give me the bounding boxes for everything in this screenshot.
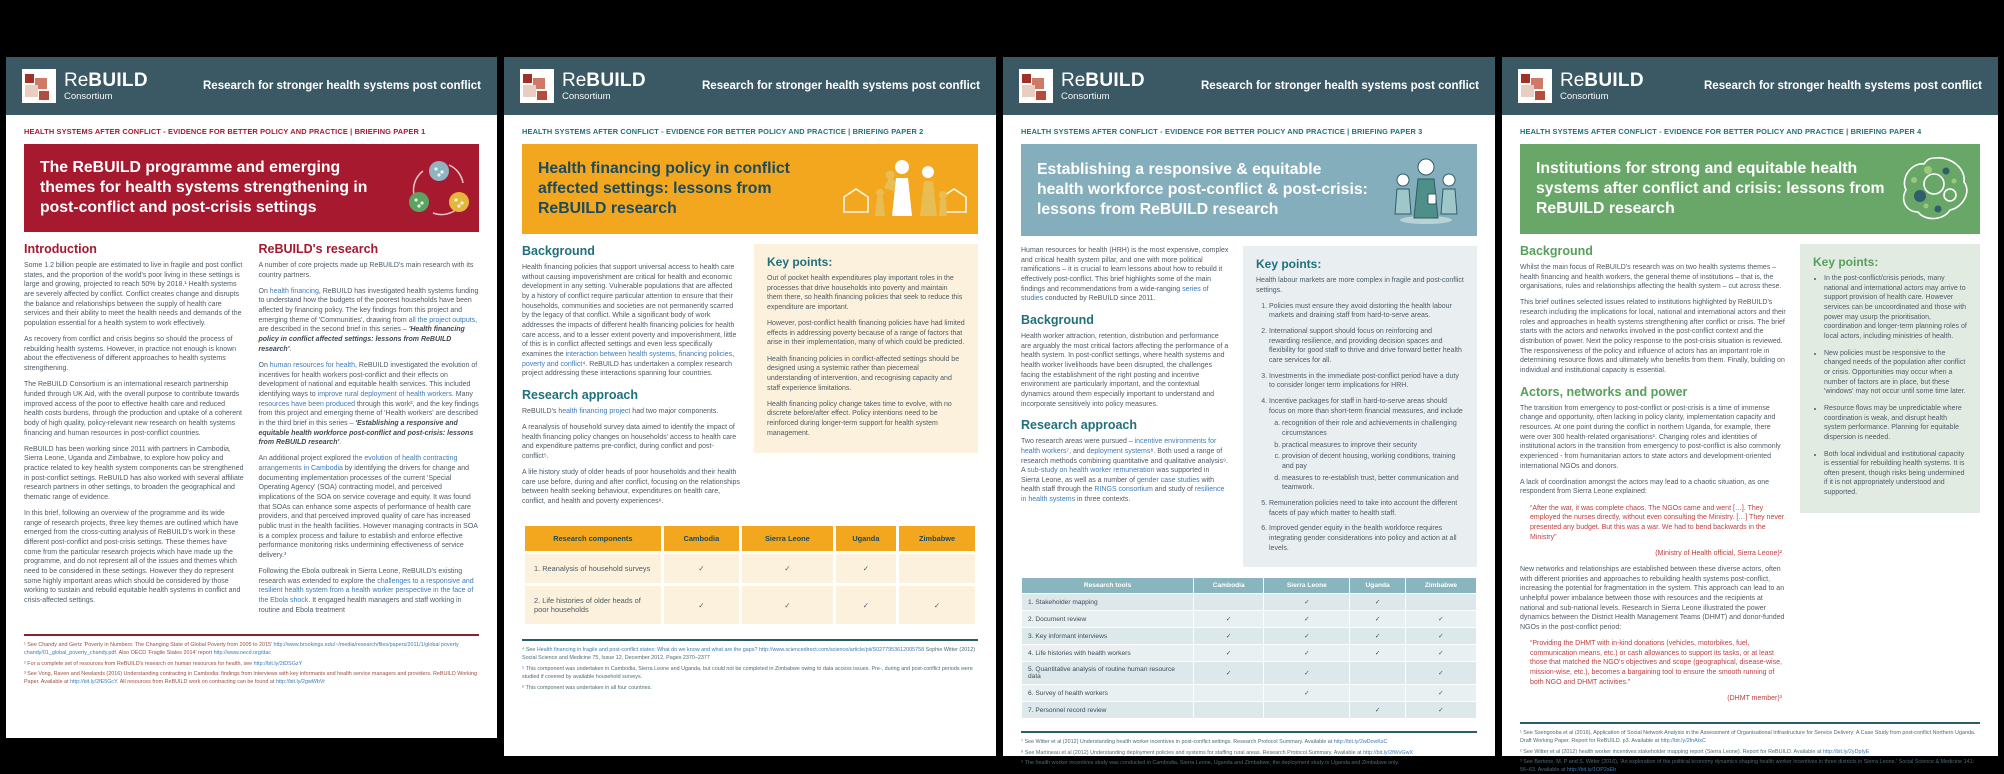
paragraph: ⁸ See Martineau et al (2012) Understanding deployment policies and systems for staffing rural areas. Research Protocol Summary. Available at http://bit.ly/2fWvGwX <box>1021 749 1414 756</box>
tagline: Research for stronger health systems post conflict <box>1704 80 1982 92</box>
table-header-cell: Cambodia <box>1194 578 1263 593</box>
row-label-cell: 2. Life histories of older heads of poor households <box>525 586 661 624</box>
text-link[interactable]: http://www.brookings.edu/~/media/research/files/papers/2011/1/global poverty chandy/01_global_poverty_chandy.pdf <box>24 641 459 656</box>
text-link[interactable]: the evolution of health contracting arrangements in Cambodia <box>258 455 458 472</box>
text-link[interactable]: health financing <box>269 287 319 295</box>
paragraph: In this brief, following an overview of the programme and its wide range of research projects, three key themes are outlined which have emerged from the cross-cutting analysis of ReBUILD's work in these different post-conflict and post-crisis settings. These themes have come from the particular research projects which have made up the programme, and do not represent all of the issues and themes which need to be considered in these settings. However they do represent some highly important areas which should be considered by those working to sustain and rebuild equitable health systems in conflict and crisis-affected settings. <box>24 510 241 604</box>
key-points-heading: Key points: <box>1813 255 1879 269</box>
check-cell: ✓ <box>1406 645 1476 661</box>
table-row <box>1022 594 1476 610</box>
paragraph: Two research areas were pursued – incentive environments for health workers⁷, and deployment systems⁸. Both used a range of research methods combining quantitative and qualitative analysis⁹. A sub-study on health worker remuneration was supported in Sierra Leone, as well as a number of gender case studies with health staff through the RINGS consortium and study of resilience in health systems in three contexts. <box>1021 438 1228 504</box>
footnote-divider <box>1021 731 1477 733</box>
key-point-subitem: a. recognition of their role and achievements in challenging circumstances <box>1282 419 1464 438</box>
paragraph: ² For a complete set of resources from ReBUILD's research on human resources for health, see http://bit.ly/2tDSGzY <box>24 660 303 667</box>
text-link[interactable]: health financing project <box>558 407 631 415</box>
paragraph: Health worker attraction, retention, distribution and performance are arguably the most critical factors affecting the performance of a health system. In post-conflict settings, where health systems and health worker livelihoods have been disrupted, the challenges facing the establishment of the right posting and incentive environment are particularly important, and the contextual dynamics around them especially important to understand and incorporate sensitively into policy measures. <box>1021 332 1229 408</box>
header-band <box>6 57 497 115</box>
footnote-divider <box>1520 722 1980 724</box>
rebuild-logo-icon <box>520 69 554 103</box>
section-heading-rebuilds-research: ReBUILD's research <box>258 242 379 256</box>
check-cell: ✓ <box>1406 628 1476 644</box>
paragraph: This brief outlines selected issues related to institutions highlighted by ReBUILD's research including the implications for local, national and international actors and their roles and approaches in health systems strengthening after conflict or crisis. The brief starts with the actors and networks involved in the post-conflict context and the distribution of power. Next the policy response to the post-crisis situation is reviewed. The responsiveness of the policy and influence of actors has an important role in determining resource flows and ultimately who benefits from them. Finally, building on individual and institutional capacity is essential. <box>1520 299 1786 375</box>
key-point-subitem: c. provision of decent housing, working conditions, training and pay <box>1282 452 1464 471</box>
title-box <box>522 144 978 234</box>
paragraph: The transition from emergency to post-conflict or post-crisis is a time of immense change and opportunity, often lacking in policy clarity, implementation capacity and resources. At one point during the conflict in northern Uganda, for example, there were over 300 health-related organisations¹. Changing roles and identities of institutional actors in the transition from emergency to post-conflict is also commonly experienced - from humanitarian actors to state actors and development-oriented international NGOs and donors. <box>1520 404 1781 470</box>
text-link[interactable]: http://bit.ly/1OP2sEb <box>1566 767 1617 774</box>
text-link[interactable]: http://bit.ly/2fE5GcY <box>70 679 118 686</box>
text-link[interactable]: http://bit.ly/2wDcwKsC <box>1333 739 1388 746</box>
series-eyebrow: HEALTH SYSTEMS AFTER CONFLICT - EVIDENCE FOR BETTER POLICY AND PRACTICE | BRIEFING PAPER 3 <box>1021 127 1423 136</box>
check-cell: ✓ <box>836 586 896 624</box>
row-label-cell: 4. Life histories with health workers <box>1022 645 1193 661</box>
background-body <box>1520 263 1786 376</box>
key-point-item: 5. Remuneration policies need to take into account the different facets of pay which matter to health staff. <box>1269 499 1464 518</box>
paragraph: Health financing policy change takes time to evolve, with no discrete before/after effect. Policy intentions need to be reinforced during longer-term support for health system management. <box>767 400 952 437</box>
check-cell: ✓ <box>1264 645 1349 661</box>
actors-body <box>1520 404 1786 704</box>
main-column <box>522 244 740 513</box>
briefing-paper-4 <box>1502 57 1998 774</box>
footnotes <box>1520 729 1980 774</box>
table-header-cell: Research components <box>525 526 661 551</box>
check-cell: ✓ <box>1350 628 1405 644</box>
paragraph: ⁴ See Health financing in fragile and post-conflict states: What do we know and what are the gaps? http://www.sciencedirect.com/science/article/pii/S0277953612005758 Sophie Witter (2012) Social Science and Medicine 75, Issue 12, December 2012, Pages 2370–2377 <box>522 647 975 662</box>
table-row <box>1022 645 1476 661</box>
title-box <box>1021 144 1477 236</box>
research-column <box>259 242 480 622</box>
check-cell <box>1350 662 1405 684</box>
table-header-cell: Research tools <box>1022 578 1193 593</box>
rebuild-logo <box>22 69 148 103</box>
paragraph: ReBUILD's health financing project had two major components. <box>522 407 719 415</box>
table-row <box>1022 685 1476 701</box>
paragraph: ³ See Bertone, M. P and S. Witter (2016), 'An exploration of the political economy dynamics shaping health worker incentives in three districts in Sierra Leone.' Social Science & Medicine 141: 56–63. Available at http://bit.ly/1OP2sEb <box>1520 759 1975 774</box>
tagline: Research for stronger health systems post conflict <box>702 80 980 92</box>
paragraph: Health financing policies that support universal access to health care without causing impoverishment are critical for health and economic development in any setting. Vulnerable populations that are affected by a history of conflict require particular attention to ensure that their households, communities and societies are not permanently scarred by the legacy of that conflict. While a significant body of work addresses the impacts of different health financing policies for health care access, and to a lesser extent poverty and impoverishment, little of this is in conflict affected settings and even less specifically examines the interaction between health systems, financing policies, poverty and conflict⁴. ReBUILD has undertaken a complex research project addressing these interactions spanning four countries. <box>522 264 737 378</box>
key-points-heading: Key points: <box>1256 257 1322 271</box>
header-band <box>1003 57 1495 115</box>
text-link[interactable]: http://bit.ly/2tDSGzY <box>253 660 303 667</box>
section-heading-background: Background <box>1021 312 1094 327</box>
check-cell: ✓ <box>1350 702 1405 718</box>
text-link[interactable]: http://bit.ly/2yDpIyE <box>1822 748 1870 755</box>
research-tools-table <box>1021 577 1477 719</box>
check-cell <box>899 554 975 583</box>
rebuild-logo-icon <box>1019 69 1053 103</box>
rebuild-logo-text: ReBUILD Consortium <box>1560 69 1644 102</box>
paragraph: A number of core projects made up ReBUILD's main research with its country partners. <box>258 262 474 279</box>
quote-text: “Providing the DHMT with in-kind donations (vehicles, motorbikes, fuel, communication means, etc.) or cash allowances to support its tasks, or at least those that matched the NGO's objectives and scope (geographical, disease-wise, mission-wise, etc.), becomes a bargaining tool to ensure the smooth running of both NGO and DHMT activities.” <box>1530 640 1782 686</box>
paper-title: Health financing policy in conflict affected settings: lessons from ReBUILD research <box>538 160 790 217</box>
text-link[interactable]: human resources for health <box>269 361 356 369</box>
table-row <box>1022 628 1476 644</box>
background-body <box>522 263 740 379</box>
health-workers-illustration-icon <box>1383 154 1469 226</box>
paper-title: Institutions for strong and equitable health systems after conflict and crisis: lessons from ReBUILD research <box>1536 160 1885 217</box>
text-link[interactable]: sub-study on health worker remuneration <box>1027 467 1155 475</box>
table-row <box>1022 611 1476 627</box>
table-header-cell: Uganda <box>836 526 896 551</box>
paragraph: ⁵ This component was undertaken in Cambodia, Sierra Leone and Uganda, but could not be completed in Zimbabwe owing to data access issues. Pre-, during and post-conflict periods were studied if covered by available household surveys. <box>522 666 973 681</box>
check-cell: ✓ <box>664 554 739 583</box>
paragraph: On health financing, ReBUILD has investigated health systems funding to understand how the budgets of the poorest households have been affected by financing policy. The key findings from this project and emerging theme of 'Communities', drawing from all the project outputs, are described in the second brief in this series – 'Health financing policy in conflict affected settings: lessons from ReBUILD research'. <box>258 287 479 353</box>
table-header-cell: Zimbabwe <box>1406 578 1476 593</box>
paragraph: A life history study of older heads of poor households and their health care use before, during and after conflict, focusing on the relationships between health seeking behaviour, expenditures on health care, conflict, and health and poverty experiences⁶. <box>522 469 740 506</box>
check-cell: ✓ <box>1264 628 1349 644</box>
introduction-column <box>24 242 245 612</box>
check-cell: ✓ <box>742 586 833 624</box>
paragraph: ReBUILD has been working since 2011 with partners in Cambodia, Sierra Leone, Uganda and Zimbabwe, to explore how policy and practice related to key health system components can be strengthened in post-conflict settings. ReBUILD has also worked with several affiliate research partners in other settings, to broaden the geographical and thematic range of evidence. <box>24 445 244 501</box>
key-point-item: • In the post-conflict/crisis periods, many national and international actors may arrive to support provision of health care. However services can be uncoordinated and those with power may usurp the prioritisation, coordination and longer-term planning roles of local actors, including ministries of health. <box>1824 274 1967 342</box>
footnote-divider <box>522 639 978 641</box>
key-point-item: 3. Investments in the immediate post-conflict period have a duty to consider longer term implications for HRH. <box>1269 372 1464 391</box>
rebuild-logo-icon <box>1518 69 1552 103</box>
paragraph: Some 1.2 billion people are estimated to live in fragile and post conflict states, and the proportion of the world's poor living in these settings is large and growing, projected to reach 50% by 2018.¹ Health systems are severely affected by conflict. Conflict creates change and disrupts the balance and relationships between the supply of health care services and their ability to meet the health needs and demands of the population essential for a health system to work effectively. <box>24 262 243 327</box>
paragraph: ⁷ See Witter et al (2012) Understanding health worker incentives in post-conflict settings. Research Protocol Summary. Available at http://bit.ly/2wDcwKsC <box>1021 739 1388 746</box>
text-link[interactable]: http://www.oecd.org/dac <box>213 649 272 656</box>
check-cell: ✓ <box>836 554 896 583</box>
section-heading-background: Background <box>1520 244 1593 258</box>
key-point-item: 6. Improved gender equity in the health workforce requires integrating gender considerations into policy and action at all levels. <box>1269 524 1464 553</box>
introduction-body <box>24 261 245 606</box>
check-cell: ✓ <box>742 554 833 583</box>
paragraph: As recovery from conflict and crisis begins so should the process of rebuilding health systems. However, in practice not enough is known about the effectiveness of different approaches to health systems strengthening. <box>24 336 237 373</box>
check-cell <box>1406 594 1476 610</box>
briefing-paper-3 <box>1003 57 1495 767</box>
text-link[interactable]: gender case studies <box>1136 476 1200 484</box>
check-cell: ✓ <box>899 586 975 624</box>
table-header-cell: Sierra Leone <box>1264 578 1349 593</box>
footnotes <box>1021 738 1477 767</box>
paragraph: Human resources for health (HRH) is the most expensive, complex and critical health system pillar, and one with more political ramifications – it is crucial to learn lessons about how to rebuild it effectively post-conflict. This brief highlights some of the main findings and recommendations from a wide-ranging series of studies conducted by ReBUILD since 2011. <box>1021 247 1229 303</box>
series-eyebrow: HEALTH SYSTEMS AFTER CONFLICT - EVIDENCE FOR BETTER POLICY AND PRACTICE | BRIEFING PAPER 2 <box>522 127 924 136</box>
check-cell: ✓ <box>1264 685 1349 701</box>
key-points-body <box>767 274 965 438</box>
paragraph: New networks and relationships are established between these diverse actors, often with different priorities and approaches to rebuilding health systems post-conflict, increasing the potential for fragmentation in the system. This approach can lead to an unhelpful power imbalance between those with resources and the recipients at national and sub-national levels. Research in Sierra Leone illustrated the power dynamics between the District Health Management Teams (DHMT) and donor-funded NGOs in the post-conflict period: <box>1520 565 1785 631</box>
key-point-item: 2. International support should focus on reinforcing and rewarding resilience, and providing decision spaces and flexibility for good staff to thrive and drive forward better health care services for all. <box>1269 327 1464 366</box>
section-heading-research-approach: Research approach <box>1021 418 1138 433</box>
cycle-diagram-icon <box>407 159 471 217</box>
text-link[interactable]: RINGS consortium <box>1094 486 1153 494</box>
rebuild-logo <box>520 69 646 103</box>
check-cell: ✓ <box>1406 611 1476 627</box>
check-cell: ✓ <box>1406 702 1476 718</box>
paragraph: An additional project explored the evolution of health contracting arrangements in Cambodia by identifying the drivers for change and documenting implementation processes of the current 'Special Operating Agency' (SOA) contracting model, and perceived implications of the SOA on service coverage and equity. It was found that SOAs can enhance some aspects of performance of health care providers, and that perceived improved quality of care has increased public trust in the health facilities. However managing contracts in SOA is a complex process and failure to establish and enforce effective performance monitoring risks undermining effectiveness of service delivery.³ <box>258 455 478 559</box>
key-points-box <box>1243 246 1477 567</box>
main-column <box>1021 246 1229 511</box>
rebuild-logo-icon <box>22 69 56 103</box>
check-cell <box>1194 594 1263 610</box>
title-box <box>1520 144 1980 234</box>
quote-attribution: (DHMT member)³ <box>1727 694 1782 702</box>
paper-title: Establishing a responsive & equitable health workforce post-conflict & post-crisis: lessons from ReBUILD research <box>1037 161 1368 218</box>
tagline: Research for stronger health systems post conflict <box>203 80 481 92</box>
row-label-cell: 5. Quantitative analysis of routine human resource data <box>1022 662 1193 684</box>
briefing-paper-1 <box>6 57 497 738</box>
check-cell <box>1194 702 1263 718</box>
text-link[interactable]: improve rural deployment of health workers <box>317 390 452 398</box>
footnotes <box>522 646 978 692</box>
paragraph: Whilst the main focus of ReBUILD's research was on two health systems themes – health financing and health workers, the general theme of institutions – that is, the organisations, rules and relationships affecting the health system – cut across these. <box>1520 264 1782 291</box>
key-point-item: 1. Policies must ensure they avoid distorting the health labour markets and draining staff from hard-to-serve areas. <box>1269 302 1464 321</box>
check-cell: ✓ <box>1350 611 1405 627</box>
text-link[interactable]: deployment systems <box>1086 447 1151 455</box>
paragraph: Out of pocket health expenditures play important roles in the processes that drive households into poverty and maintain them there, so health financing policies that seek to reduce this expenditure are important. <box>767 275 963 311</box>
key-points-box <box>754 244 978 453</box>
main-column <box>1520 244 1786 710</box>
series-eyebrow: HEALTH SYSTEMS AFTER CONFLICT - EVIDENCE FOR BETTER POLICY AND PRACTICE | BRIEFING PAPER 4 <box>1520 127 1922 136</box>
check-cell: ✓ <box>1264 594 1349 610</box>
table-header-cell: Uganda <box>1350 578 1405 593</box>
table-row <box>1022 662 1476 684</box>
paragraph: ⁶ This component was undertaken in all four countries. <box>522 684 652 691</box>
text-link[interactable]: http://bit.ly/2gwWbVr <box>275 679 326 686</box>
check-cell <box>1350 685 1405 701</box>
rebuild-logo-text: ReBUILD Consortium <box>64 69 148 102</box>
research-approach-body <box>1021 437 1229 505</box>
paragraph: A reanalysis of household survey data aimed to identify the impact of health financing policy changes on households' access to health care and expenditure patterns pre-conflict, during conflict and post-conflict⁵. <box>522 424 737 460</box>
key-points-intro: Health labour markets are more complex in fragile and post-conflict settings. <box>1256 277 1464 294</box>
check-cell: ✓ <box>1406 685 1476 701</box>
check-cell <box>1264 702 1349 718</box>
key-point-item: 4. Incentive packages for staff in hard-to-serve areas should focus on more than short-term financial measures, and include a. recognition of their role and achievements in challenging circumstances b. practical measures to improve their security c. provision of decent housing, working conditions, training and pay d. measures to re-establish trust, better communication and teamwork. <box>1269 397 1464 493</box>
footnote-divider <box>24 634 479 636</box>
rebuild-logo <box>1518 69 1644 103</box>
paragraph: ² See Witter et al (2012) health worker incentives stakeholder mapping report (Sierra Leone). Report for ReBUILD. Available at http://bit.ly/2yDpIyE <box>1520 748 1870 755</box>
text-link[interactable]: challenges to a responsive and resilient health system from a health worker perspective in the face of the Ebola shock <box>258 577 474 604</box>
row-label-cell: 6. Survey of health workers <box>1022 685 1193 701</box>
check-cell: ✓ <box>1194 662 1263 684</box>
table-row <box>1022 702 1476 718</box>
rebuild-logo <box>1019 69 1145 103</box>
table-header-cell: Cambodia <box>664 526 739 551</box>
key-point-subitem: b. practical measures to improve their security <box>1282 441 1464 451</box>
row-label-cell: 1. Reanalysis of household surveys <box>525 554 661 583</box>
network-illustration-icon <box>1898 154 1972 224</box>
check-cell: ✓ <box>1350 645 1405 661</box>
check-cell: ✓ <box>664 586 739 624</box>
research-body <box>259 261 480 615</box>
text-link[interactable]: series of studies <box>1021 285 1209 303</box>
check-cell: ✓ <box>1350 594 1405 610</box>
footnotes <box>24 641 479 687</box>
paper-title: The ReBUILD programme and emerging themes for health systems strengthening in post-conflict and post-crisis settings <box>40 159 368 216</box>
key-point-item: • New policies must be responsive to the changed needs of the population after conflict or crisis. Opportunities may occur when a number of factors are in place, but these 'windows' may not occur until some time later. <box>1824 349 1967 397</box>
section-heading-research-approach: Research approach <box>522 387 639 402</box>
research-components-table <box>522 523 978 627</box>
table-header-cell: Sierra Leone <box>742 526 833 551</box>
table-header-cell: Zimbabwe <box>899 526 975 551</box>
row-label-cell: 3. Key informant interviews <box>1022 628 1193 644</box>
key-point-item: • Resource flows may be unpredictable where coordination is weak, and disrupt health system performance. Planning for equitable dispersion is needed. <box>1824 404 1967 443</box>
paragraph: ¹ See Ssengooba et al (2016), Application of Social Network Analysis in the Assessment of Organisational Infrastructure for Service Delivery: A Case Study from post-conflict Northern Uganda. Draft Working Paper. Report for ReBUILD. p3. Available at http://bit.ly/2fnAtxC <box>1520 729 1976 745</box>
header-band <box>504 57 996 115</box>
rebuild-logo-text: ReBUILD Consortium <box>1061 69 1145 102</box>
research-approach-body <box>522 407 740 507</box>
text-link[interactable]: incentive environments for health workers <box>1021 438 1217 455</box>
table-row <box>525 586 975 624</box>
text-link[interactable]: interaction between health systems, financing policies, poverty and conflict <box>522 350 735 368</box>
check-cell <box>1194 685 1263 701</box>
key-point-subitem: d. measures to re-establish trust, better communication and teamwork. <box>1282 474 1464 493</box>
family-illustration-icon <box>840 154 970 224</box>
paragraph: ⁹ The health worker incentives study was conducted in Cambodia, Sierra Leone, Uganda and Zimbabwe; the deployment study in Uganda and Zimbabwe only. <box>1021 760 1400 767</box>
paragraph: On human resources for health, ReBUILD investigated the evolution of incentives for health workers post-conflict and their effects on development of national and equitable health services. This included identifying ways to improve rural deployment of health workers. Many resources have been produced through this work², and the key findings from this project and emerging theme of 'Health workers' are described in the third brief in this series – 'Establishing a responsive and equitable health workforce post-conflict and post-crisis: lessons from ReBUILD research'. <box>258 361 479 447</box>
key-point-item: • Both local individual and institutional capacity is essential for rebuilding health systems. It is often present, though risks being undermined if it is not appropriately understood and supported. <box>1824 450 1967 498</box>
header-band <box>1502 57 1998 115</box>
section-heading-background: Background <box>522 244 595 258</box>
key-points-heading: Key points: <box>767 255 833 269</box>
paragraph: A lack of coordination amongst the actors may lead to a chaotic situation, as one respondent from Sierra Leone explained: <box>1520 478 1770 496</box>
title-box <box>24 144 479 232</box>
text-link[interactable]: http://bit.ly/2fWvGwX <box>1363 749 1414 756</box>
row-label-cell: 2. Document review <box>1022 611 1193 627</box>
key-points-list <box>1256 302 1464 553</box>
paragraph: ³ See Vong, Raven and Newlands (2016) Understanding contracting in Cambodia: findings from interviews with key informants and health service managers and providers. ReBUILD Working Paper. Available at http://bit.ly/2fE5GcY. All resources from ReBUILD work on contracting can be found at http://bit.ly/2gwWbVr <box>24 671 477 686</box>
row-label-cell: 1. Stakeholder mapping <box>1022 594 1193 610</box>
text-link[interactable]: resources have been produced <box>258 400 356 408</box>
paragraph: The ReBUILD Consortium is an international research partnership funded through UK Aid, with the overall purpose to contribute towards improved access of the poor to effective health care and reduced health costs burdens, through the production and uptake of a coherent body of high quality, policy-relevant new research on health systems financing and human resources in post-conflict countries. <box>24 381 242 437</box>
section-heading-introduction: Introduction <box>24 242 97 256</box>
paragraph: However, post-conflict health financing policies have had limited effects in addressing poverty because of a range of factors that arise in their implementation, many of which could be predicted. <box>767 320 965 347</box>
paragraph: Health financing policies in conflict-affected settings should be designed using a systemic rather than piecemeal understanding of intervention, and recognising capacity and staff experience limitations. <box>767 355 960 392</box>
key-points-list <box>1813 274 1967 498</box>
tagline: Research for stronger health systems post conflict <box>1201 80 1479 92</box>
table-row <box>525 554 975 583</box>
check-cell: ✓ <box>1194 611 1263 627</box>
check-cell: ✓ <box>1194 645 1263 661</box>
paragraph: Following the Ebola outbreak in Sierra Leone, ReBUILD's existing research was extended to explore the challenges to a responsive and resilient health system from a health worker perspective in the face of the Ebola shock. It engaged health managers and staff working in routine and Ebola treatment <box>258 568 474 614</box>
series-eyebrow: HEALTH SYSTEMS AFTER CONFLICT - EVIDENCE FOR BETTER POLICY AND PRACTICE | BRIEFING PAPER 1 <box>24 127 426 136</box>
check-cell: ✓ <box>1264 662 1349 684</box>
intro-body <box>1021 246 1229 304</box>
text-link[interactable]: http://www.sciencedirect.com/science/article/pii/S0277953612005758 <box>758 647 925 654</box>
row-label-cell: 7. Personnel record review <box>1022 702 1193 718</box>
text-link[interactable]: all the project outputs <box>408 316 476 324</box>
text-link[interactable]: resilience in health systems <box>1021 486 1225 504</box>
background-body <box>1021 332 1229 409</box>
quote-attribution: (Ministry of Health official, Sierra Leone)² <box>1655 549 1782 557</box>
rebuild-logo-text: ReBUILD Consortium <box>562 69 646 102</box>
paragraph: ¹ See Chandy and Gertz 'Poverty in Numbers: The Changing State of Global Poverty from 2005 to 2015' http://www.brookings.edu/~/media/research/files/papers/2011/1/global poverty chandy/01_global_poverty_chandy.pdf. Also OECD 'Fragile States 2014' report http://www.oecd.org/dac <box>24 641 459 656</box>
check-cell: ✓ <box>1194 628 1263 644</box>
briefing-paper-2 <box>504 57 996 756</box>
key-points-box <box>1800 244 1980 513</box>
check-cell: ✓ <box>1406 662 1476 684</box>
quote-text: “After the war, it was complete chaos. The NGOs came and went […]. They employed the nurses directly, without even consulting the Ministry. […] They never presented any budget. But this was a war. We had to bend backwards in the Ministry” <box>1530 504 1785 541</box>
text-link[interactable]: Health financing in fragile and post-conflict states: What do we know and what are the gaps? <box>536 647 758 654</box>
section-heading-actors-networks-power: Actors, networks and power <box>1520 384 1688 399</box>
check-cell: ✓ <box>1264 611 1349 627</box>
text-link[interactable]: http://bit.ly/2fnAtxC <box>1660 738 1706 745</box>
